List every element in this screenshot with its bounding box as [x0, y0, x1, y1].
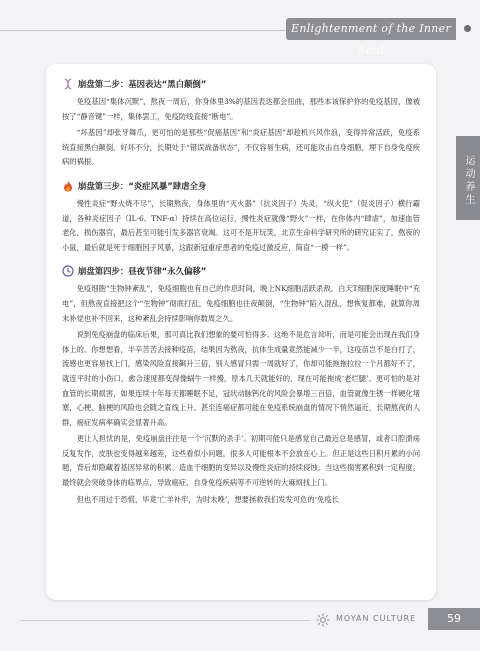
- section-heading-step2: [62, 78, 420, 90]
- section-paragraph: 更让人担忧的是，免疫崩盘往往是一个‘沉默的杀手’。初期可能只是感觉自己最近总是感冒，或者口腔溃疡反复发作，皮肤也变得越来越差，这些看似小问题，很多人可能根本不会放在心上。但正是这些日积月累的小问题，背后却隐藏着基因异常的积累、造血干细胞的变异以及慢性炎症的持续侵蚀。当这些损害累积到一定程度，最终就会突破身体的临界点，导致癌症、自身免疫疾病等不可逆转的大麻烦找上门。: [62, 434, 420, 488]
- section-title: 崩盘第三步：“炎症风暴”肆虐全身: [78, 180, 207, 191]
- page-header: [0, 0, 480, 57]
- section-paragraph: 免疫基因“集体沉默”，熬夜一周后，你身体里3%的基因表达都会扭曲，那些本该保护你的免疫基因，像被按了“静音键”一样，集体罢工，免疫防线直接“断电”。: [62, 97, 420, 121]
- content-card: [46, 64, 436, 600]
- section-title: 崩盘第二步：基因表达“黑白颠倒”: [78, 79, 207, 89]
- section-paragraph: “坏基因”却张牙舞爪，更可怕的是那些“促癌基因”和“炎症基因”却趁机兴风作浪，变得异常活跃，免疫系统直接黑白颠倒、好坏不分，长期处于“错误战备状态”，不仅容易生病，还可能攻击自身细胞，埋下自身免疫疾病的祸根。: [62, 128, 420, 167]
- fire-icon: [62, 180, 74, 192]
- sun-logo-icon: [316, 613, 330, 627]
- section-heading-step3: [62, 180, 420, 192]
- section-paragraph: 说到免疫崩盘的临床后果，那可真比我们想象的要可怕得多。这绝不是危言耸听，而是可能会出现在我们身体上的。你想想看，半辛苦苦去接种疫苗，结果因为熬夜，抗体生成量竟然能减少一半，这疫苗岂不是白打了，流感也更容易找上门，感染风险直接飙升三倍，别人感冒只需一周就好了，你却可能拖拖拉拉一个月都好不了，就连平时的小伤口，愈合速度都变得像蜗牛一样慢，原本几天就能好的，现在可能拖成‘老烂腿’。更可怕的是对血管的长期损害，如果连续十年每天都睡眠不足，冠状动脉钙化的风险会暴增三百倍，血管就像生锈一样硬化堵塞，心梗、脑梗的风险也会随之直线上升。甚至连癌症都可能在免疫系统崩盘的情况下悄然逼近，长期熬夜的人群，癌症发病率确实会显著升高。: [62, 330, 420, 427]
- page-number: 59: [428, 608, 480, 630]
- dna-icon: [62, 78, 74, 90]
- clock-icon: [62, 265, 74, 277]
- section-paragraph: 但也不用过于恐慌，毕竟‘亡羊补牢，为时未晚’，想要拯救我们发发可危的‘免疫长: [76, 494, 339, 504]
- section-heading-step4: [62, 265, 420, 277]
- section-paragraph: 免疫细胞“生物钟紊乱”，免疫细胞也有自己的作息时间，晚上NK细胞活跃杀敌，白天T细胞深度睡眠中“充电”，但熬夜直接把这个“生物钟”彻底打乱，免疫细胞也往夜颠倒，“生物钟”陷入混乱，想恢复都难，就算你周末补觉也补不回来，这种紊乱会持续影响你数周之久。: [62, 284, 420, 323]
- header-dot-icon: [464, 25, 471, 32]
- footer-brand: MOYAN CULTURE: [336, 614, 417, 623]
- header-rule: [0, 30, 300, 31]
- footer-rule: [20, 620, 310, 621]
- section-title: 崩盘第四步：昼夜节律“永久偏移”: [78, 266, 207, 277]
- section-paragraph: 慢性炎症“野火烧不尽”，长期熬夜，身体里的“灭火器”（抗炎因子）失灵，“纵火犯”（促炎因子）横行霸道，各种炎症因子（IL-6、TNF-α）持续在高位运行，慢性炎症就像“野火”一样，在你体内“肆虐”，加速血管老化，损伤器官，最后甚至可能引发多器官衰竭。这可不是开玩笑，北京生命科学研究所的研究证实了，熬夜的小鼠，最后就是死于细胞因子风暴，这跟新冠重症患者的免疫过激反应，简直“一模一样”。: [62, 198, 420, 252]
- header-banner: Enlightenment of the Inner Soul: [286, 18, 456, 40]
- side-tab-label: 运动养生: [456, 136, 480, 220]
